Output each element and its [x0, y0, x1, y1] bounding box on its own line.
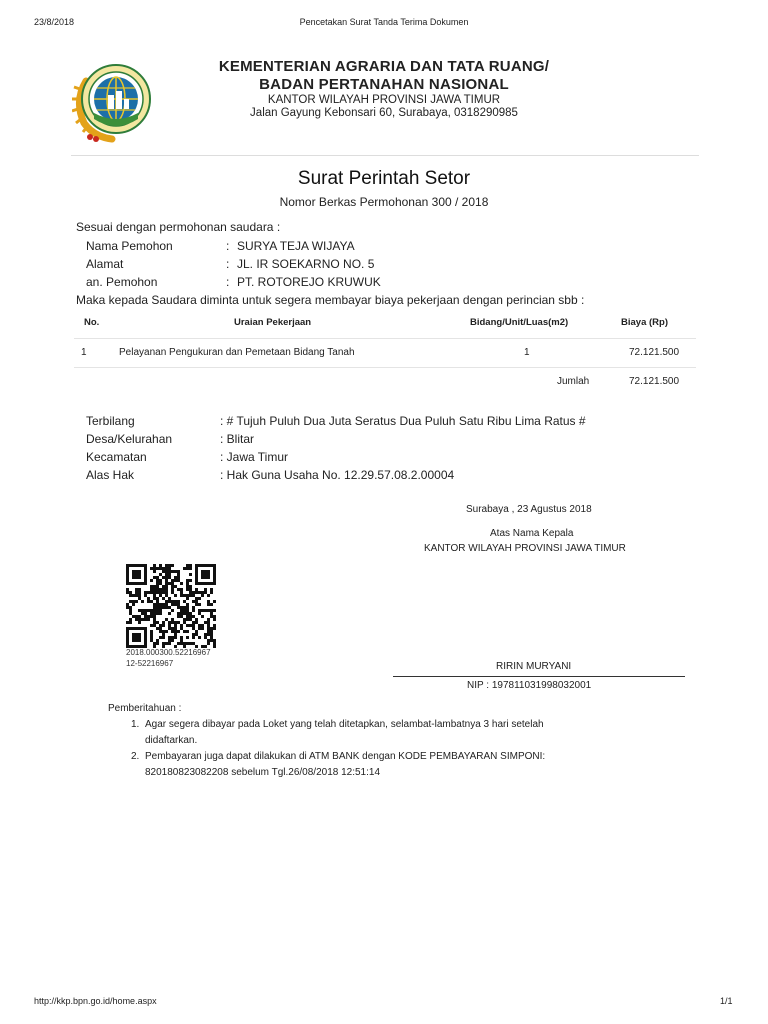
notice-item-1-line1: Agar segera dibayar pada Loket yang telah ditetapkan, selambat-lambatnya 3 hari setelah	[145, 719, 544, 730]
office-address: Jalan Gayung Kebonsari 60, Surabaya, 0318290985	[250, 107, 518, 119]
notice-item-2-line2: 820180823082208 sebelum Tgl.26/08/2018 12:51:14	[145, 767, 381, 778]
print-title: Pencetakan Surat Tanda Terima Dokumen	[299, 17, 469, 27]
header-divider	[71, 155, 699, 156]
th-uraian: Uraian Pekerjaan	[234, 317, 312, 328]
table-header-divider	[74, 338, 696, 339]
notice-item-1-line2: didaftarkan.	[145, 735, 198, 746]
alas-hak-value: : Hak Guna Usaha No. 12.29.57.08.2.00004	[220, 468, 455, 482]
office-name: KANTOR WILAYAH PROVINSI JAWA TIMUR	[267, 94, 501, 106]
signature-line	[393, 676, 685, 677]
row-bidang: 1	[524, 347, 530, 358]
notice-heading: Pemberitahuan :	[108, 703, 182, 714]
alas-hak-label: Alas Hak	[86, 468, 135, 482]
row-biaya: 72.121.500	[629, 347, 680, 358]
applicant-name-label: Nama Pemohon	[86, 239, 173, 253]
colon: :	[226, 239, 230, 253]
print-page-number: 1/1	[720, 996, 733, 1006]
applicant-behalf-label: an. Pemohon	[86, 275, 158, 289]
total-value: 72.121.500	[629, 376, 680, 387]
agency-name: BADAN PERTANAHAN NASIONAL	[259, 76, 509, 93]
desa-label: Desa/Kelurahan	[86, 432, 173, 446]
document-title: Surat Perintah Setor	[297, 168, 471, 189]
notice-item-2-number: 2.	[131, 751, 140, 762]
notice-item-2-line1: Pembayaran juga dapat dilakukan di ATM BANK dengan KODE PEMBAYARAN SIMPONI:	[145, 751, 546, 762]
th-no: No.	[84, 317, 100, 328]
signatory-nip: NIP : 197811031998032001	[467, 680, 592, 691]
row-uraian: Pelayanan Pengukuran dan Pemetaan Bidang Tanah	[119, 347, 355, 358]
applicant-behalf-value: PT. ROTOREJO KRUWUK	[237, 275, 381, 289]
terbilang-label: Terbilang	[86, 414, 135, 428]
terbilang-value: : # Tujuh Puluh Dua Juta Seratus Dua Puluh Satu Ribu Lima Ratus #	[220, 414, 586, 428]
instruction-text: Maka kepada Saudara diminta untuk segera membayar biaya pekerjaan dengan perincian sbb :	[76, 293, 585, 307]
kecamatan-value: : Jawa Timur	[220, 450, 289, 464]
on-behalf-text: Atas Nama Kepala	[490, 528, 574, 539]
place-date: Surabaya , 23 Agustus 2018	[466, 504, 592, 515]
signatory-name: RIRIN MURYANI	[496, 661, 572, 672]
total-label: Jumlah	[557, 376, 590, 387]
applicant-address-label: Alamat	[86, 257, 124, 271]
document-subtitle: Nomor Berkas Permohonan 300 / 2018	[279, 195, 489, 209]
colon: :	[226, 257, 230, 271]
notice-item-1-number: 1.	[131, 719, 140, 730]
print-date: 23/8/2018	[34, 17, 75, 27]
applicant-name-value: SURYA TEJA WIJAYA	[237, 239, 355, 253]
print-url: http://kkp.bpn.go.id/home.aspx	[34, 996, 157, 1006]
colon: :	[226, 275, 230, 289]
kecamatan-label: Kecamatan	[86, 450, 147, 464]
qr-caption-code: 12-52216967	[126, 659, 174, 668]
applicant-address-value: JL. IR SOEKARNO NO. 5	[237, 257, 375, 271]
intro-text: Sesuai dengan permohonan saudara :	[76, 220, 281, 234]
th-biaya: Biaya (Rp)	[621, 317, 668, 328]
qr-code-icon	[126, 564, 216, 648]
row-no: 1	[81, 347, 87, 358]
ministry-name: KEMENTERIAN AGRARIA DAN TATA RUANG/	[218, 58, 550, 75]
signature-office: KANTOR WILAYAH PROVINSI JAWA TIMUR	[424, 543, 626, 554]
table-row-divider	[74, 367, 696, 368]
bpn-agrarian-seal-icon	[72, 59, 156, 143]
desa-value: : Blitar	[220, 432, 255, 446]
qr-caption-number: 2018.000300.52216967	[126, 648, 211, 657]
th-bidang: Bidang/Unit/Luas(m2)	[470, 317, 569, 328]
